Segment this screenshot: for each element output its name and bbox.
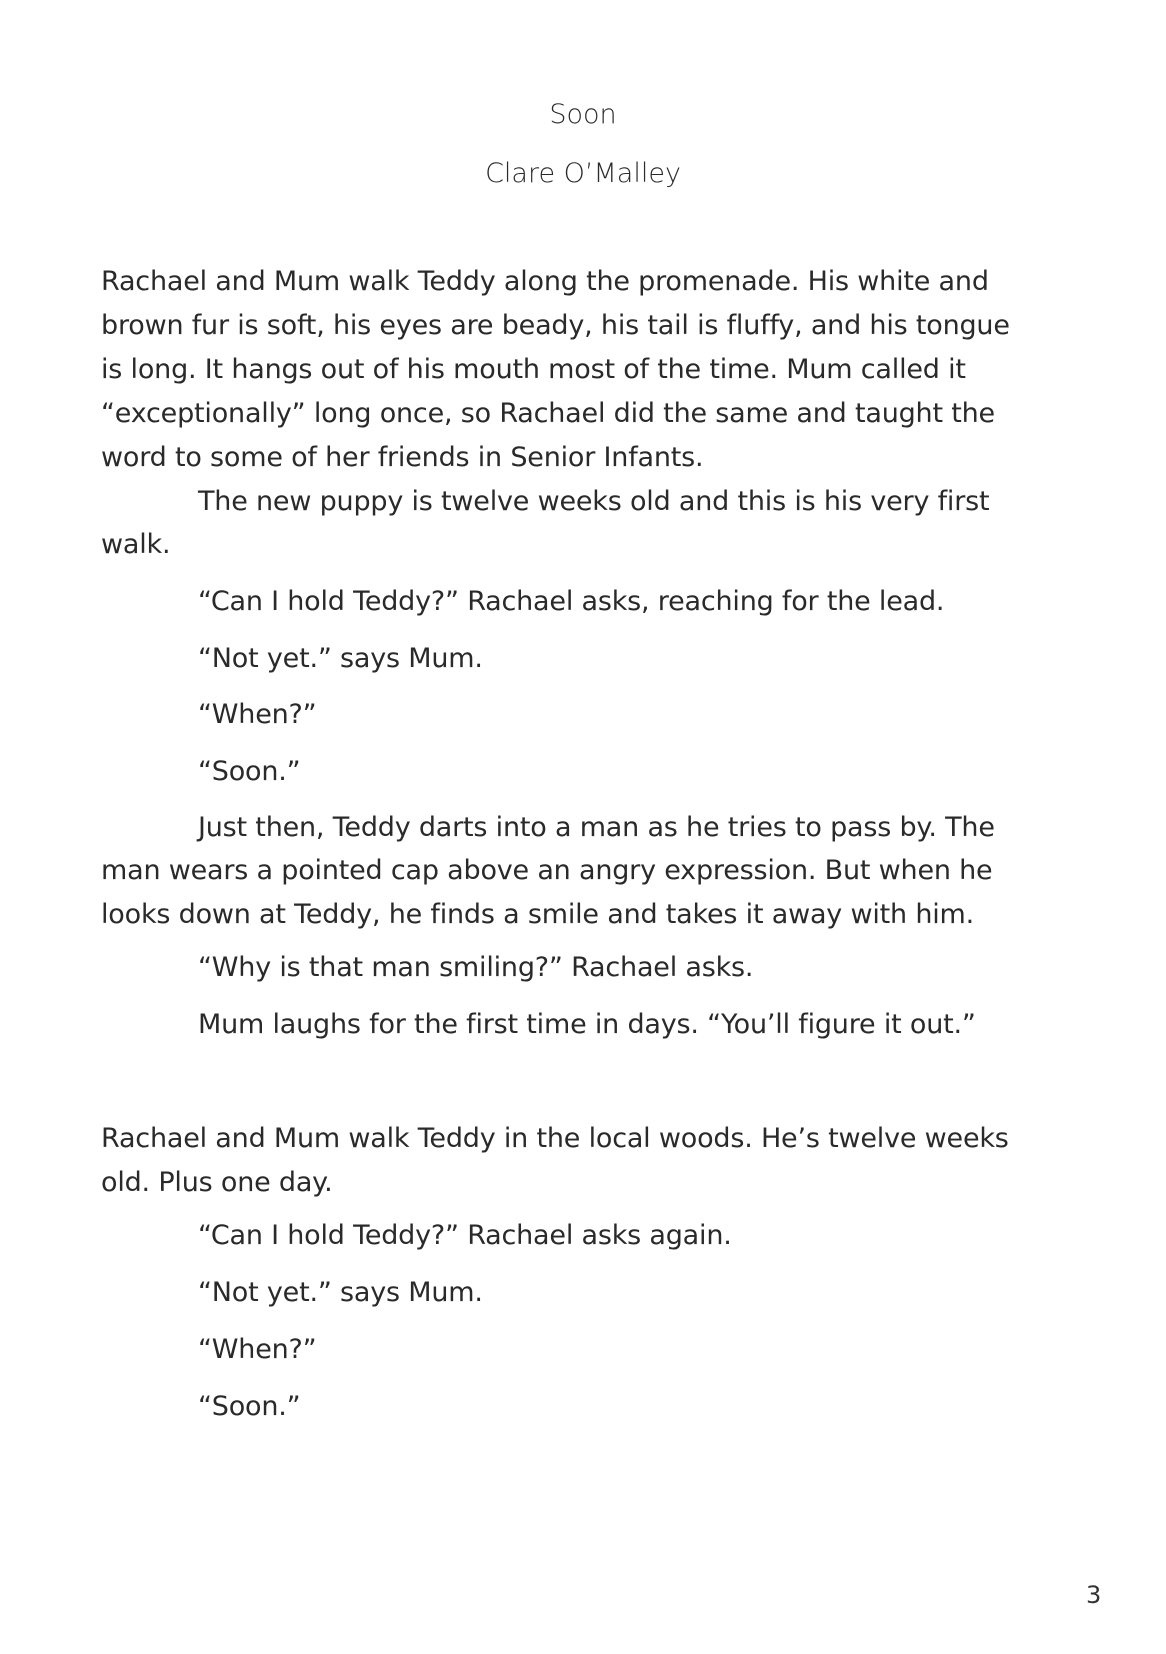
text-line: is long. It hangs out of his mouth most of the time. Mum called it bbox=[101, 354, 966, 385]
dialogue-line: “Not yet.” says Mum. bbox=[198, 643, 483, 674]
dialogue-line: “Can I hold Teddy?” Rachael asks, reaching for the lead. bbox=[198, 586, 945, 617]
paragraph-puppy-first-line: The new puppy is twelve weeks old and this is his very first bbox=[198, 486, 990, 517]
dialogue-line: “Not yet.” says Mum. bbox=[198, 1277, 483, 1308]
text-line: Rachael and Mum walk Teddy in the local woods. He’s twelve weeks bbox=[101, 1123, 1009, 1154]
text-line: man wears a pointed cap above an angry expression. But when he bbox=[101, 855, 993, 886]
dialogue-line: “Can I hold Teddy?” Rachael asks again. bbox=[198, 1220, 732, 1251]
dialogue-line: “When?” bbox=[198, 1334, 317, 1365]
page-number: 3 bbox=[1086, 1581, 1102, 1609]
text-line: looks down at Teddy, he finds a smile and takes it away with him. bbox=[101, 899, 975, 930]
dialogue-line: Mum laughs for the first time in days. “You’ll figure it out.” bbox=[198, 1009, 976, 1040]
text-line: brown fur is soft, his eyes are beady, his tail is fluffy, and his tongue bbox=[101, 310, 1010, 341]
text-line: word to some of her friends in Senior Infants. bbox=[101, 442, 704, 473]
dialogue-line: “When?” bbox=[198, 699, 317, 730]
paragraph-man-first-line: Just then, Teddy darts into a man as he tries to pass by. The bbox=[198, 812, 995, 843]
text-line: old. Plus one day. bbox=[101, 1167, 333, 1198]
text-line: Rachael and Mum walk Teddy along the promenade. His white and bbox=[101, 266, 989, 297]
dialogue-line: “Soon.” bbox=[198, 756, 301, 787]
story-author: Clare O’Malley bbox=[485, 158, 681, 189]
dialogue-line: “Why is that man smiling?” Rachael asks. bbox=[198, 952, 754, 983]
text-line: walk. bbox=[101, 529, 171, 560]
paragraph-woods bbox=[101, 1117, 1081, 1205]
paragraph-man-continuation bbox=[101, 849, 1081, 937]
story-title: Soon bbox=[549, 99, 617, 130]
paragraph-intro bbox=[101, 260, 1081, 480]
text-line: “exceptionally” long once, so Rachael did the same and taught the bbox=[101, 398, 995, 429]
paragraph-puppy-continuation bbox=[101, 523, 1081, 567]
dialogue-line: “Soon.” bbox=[198, 1391, 301, 1422]
